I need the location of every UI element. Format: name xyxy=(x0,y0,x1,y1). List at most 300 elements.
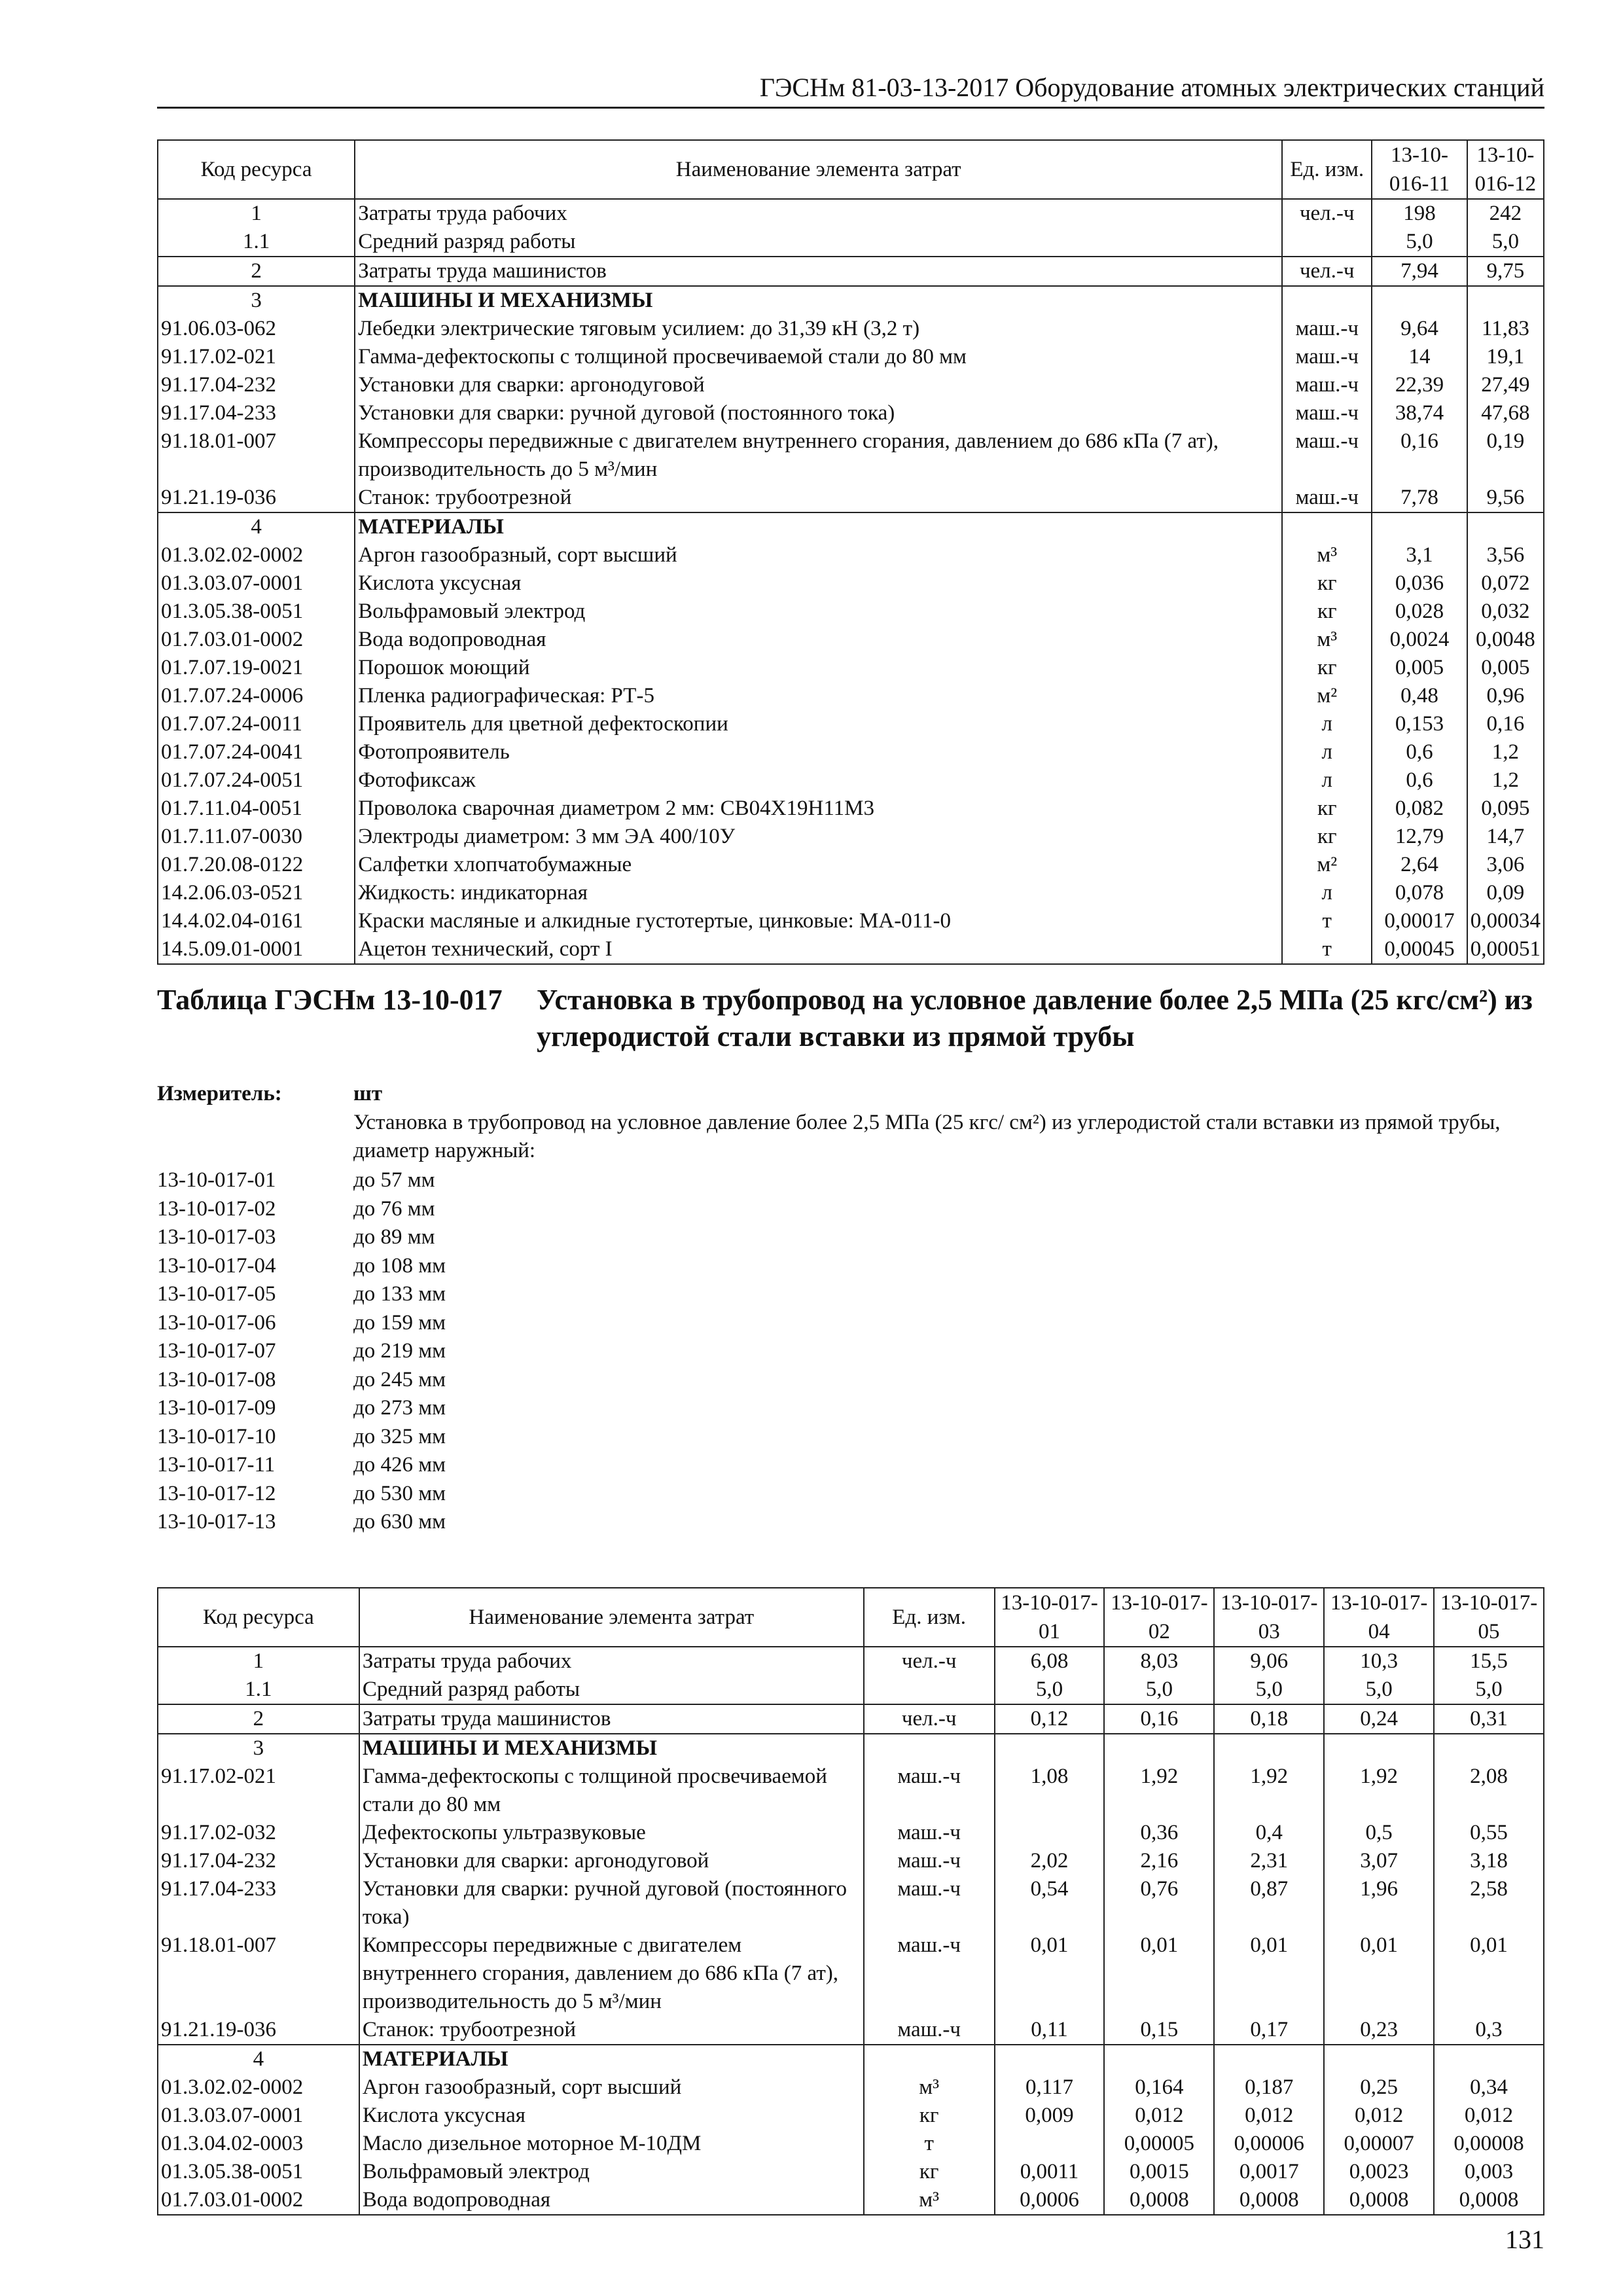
resource-name: Лебедки электрические тяговым усилием: до 31,39 кН (3,2 т) xyxy=(355,315,1282,343)
resource-unit: маш.-ч xyxy=(864,2016,995,2045)
resource-name: Аргон газообразный, сорт высший xyxy=(359,2073,864,2102)
position-item xyxy=(157,1223,1544,1252)
resource-name: Салфетки хлопчатобумажные xyxy=(355,851,1282,879)
resource-value: 1,96 xyxy=(1324,1875,1434,1931)
resource-value: 0,17 xyxy=(1214,2016,1324,2045)
resource-value xyxy=(1372,512,1467,541)
meter-unit: шт xyxy=(353,1082,383,1105)
table-row xyxy=(158,1931,1544,2016)
resource-value: 0,0024 xyxy=(1372,626,1467,654)
resource-name: Кислота уксусная xyxy=(355,569,1282,598)
resource-code: 01.3.02.02-0002 xyxy=(158,2073,359,2102)
header-position-code: 13-10-017-05 xyxy=(1434,1588,1544,1647)
resource-unit: маш.-ч xyxy=(864,1819,995,1847)
header-code: Код ресурса xyxy=(158,1588,359,1647)
resource-code: 01.3.03.07-0001 xyxy=(158,569,355,598)
resource-name: Вода водопроводная xyxy=(359,2186,864,2215)
resource-value: 0,012 xyxy=(1214,2102,1324,2130)
resource-name: Затраты труда рабочих xyxy=(359,1647,864,1676)
table-row xyxy=(158,1819,1544,1847)
resource-code: 01.3.05.38-0051 xyxy=(158,598,355,626)
resource-name: Средний разряд работы xyxy=(359,1676,864,1704)
resource-value: 7,78 xyxy=(1372,484,1467,512)
table-row xyxy=(158,766,1544,795)
resource-code: 91.17.02-032 xyxy=(158,1819,359,1847)
resource-value: 6,08 xyxy=(995,1647,1105,1676)
resource-value xyxy=(1214,1734,1324,1763)
table-row xyxy=(158,228,1544,257)
resource-value: 0,6 xyxy=(1372,766,1467,795)
position-code: 13-10-017-02 xyxy=(157,1196,276,1221)
resource-value: 0,0023 xyxy=(1324,2158,1434,2186)
resource-value: 0,012 xyxy=(1104,2102,1214,2130)
resource-value: 0,87 xyxy=(1214,1875,1324,1931)
section-title: Установка в трубопровод на условное давление более 2,5 МПа (25 кгс/см²) из углеродистой стали вставки из прямой трубы xyxy=(537,984,1533,1052)
resource-value xyxy=(1434,2045,1544,2073)
resource-code: 1 xyxy=(158,1647,359,1676)
resource-code: 2 xyxy=(158,1704,359,1734)
table-row xyxy=(158,2016,1544,2045)
resource-value: 0,24 xyxy=(1324,1704,1434,1734)
resource-unit xyxy=(1282,286,1372,315)
table-row xyxy=(158,1847,1544,1875)
table-row xyxy=(158,257,1544,286)
resource-name: Жидкость: индикаторная xyxy=(355,879,1282,907)
resource-name: МАШИНЫ И МЕХАНИЗМЫ xyxy=(359,1734,864,1763)
table-row xyxy=(158,371,1544,399)
resource-value: 15,5 xyxy=(1434,1647,1544,1676)
position-value: до 245 мм xyxy=(353,1367,446,1391)
resource-code: 01.7.07.24-0011 xyxy=(158,710,355,738)
resource-value: 0,005 xyxy=(1372,654,1467,682)
position-value: до 108 мм xyxy=(353,1253,446,1278)
resource-value: 242 xyxy=(1467,199,1544,228)
resource-unit: т xyxy=(1282,907,1372,935)
resource-name: Вольфрамовый электрод xyxy=(359,2158,864,2186)
resource-value: 8,03 xyxy=(1104,1647,1214,1676)
resource-value: 198 xyxy=(1372,199,1467,228)
resource-name: Проявитель для цветной дефектоскопии xyxy=(355,710,1282,738)
resource-code: 01.7.07.24-0006 xyxy=(158,682,355,710)
resource-value: 0,16 xyxy=(1467,710,1544,738)
position-item xyxy=(157,1195,1544,1224)
resource-value: 0,00006 xyxy=(1214,2130,1324,2158)
resource-name: Масло дизельное моторное М-10ДМ xyxy=(359,2130,864,2158)
resource-value: 2,02 xyxy=(995,1847,1105,1875)
resource-value: 0,31 xyxy=(1434,1704,1544,1734)
resource-value: 0,036 xyxy=(1372,569,1467,598)
resource-value: 5,0 xyxy=(1372,228,1467,257)
resource-unit: маш.-ч xyxy=(864,1875,995,1931)
resource-value xyxy=(1214,2045,1324,2073)
resource-name: Установки для сварки: аргонодуговой xyxy=(359,1847,864,1875)
resource-value: 0,01 xyxy=(1324,1931,1434,2016)
resource-value: 2,31 xyxy=(1214,1847,1324,1875)
table-row xyxy=(158,710,1544,738)
resource-unit: м² xyxy=(1282,682,1372,710)
resource-unit: маш.-ч xyxy=(1282,427,1372,484)
header-row xyxy=(158,140,1544,199)
header-position-code: 13-10-016-12 xyxy=(1467,140,1544,199)
resource-value: 0,117 xyxy=(995,2073,1105,2102)
resource-name: Компрессоры передвижные с двигателем внутреннего сгорания, давлением до 686 кПа (7 ат), производительность до 5 м³/мин xyxy=(355,427,1282,484)
resource-name: Краски масляные и алкидные густотертые, цинковые: МА-011-0 xyxy=(355,907,1282,935)
resource-value: 11,83 xyxy=(1467,315,1544,343)
resource-value: 5,0 xyxy=(1324,1676,1434,1704)
resource-code: 14.2.06.03-0521 xyxy=(158,879,355,907)
resource-unit: м² xyxy=(1282,851,1372,879)
resource-unit: м³ xyxy=(1282,541,1372,569)
table-row xyxy=(158,2045,1544,2073)
table-row xyxy=(158,2073,1544,2102)
resource-code: 91.21.19-036 xyxy=(158,2016,359,2045)
table-row xyxy=(158,738,1544,766)
resource-code: 14.4.02.04-0161 xyxy=(158,907,355,935)
header-name: Наименование элемента затрат xyxy=(355,140,1282,199)
position-item xyxy=(157,1252,1544,1281)
resource-name: Затраты труда машинистов xyxy=(355,257,1282,286)
position-item xyxy=(157,1480,1544,1509)
resource-value xyxy=(1372,286,1467,315)
resource-value: 0,34 xyxy=(1434,2073,1544,2102)
resource-unit xyxy=(864,2045,995,2073)
resource-code: 01.3.05.38-0051 xyxy=(158,2158,359,2186)
position-value: до 219 мм xyxy=(353,1339,446,1363)
position-code: 13-10-017-10 xyxy=(157,1424,276,1448)
resource-value: 27,49 xyxy=(1467,371,1544,399)
table-row xyxy=(158,315,1544,343)
resource-value: 0,00007 xyxy=(1324,2130,1434,2158)
resource-value: 14 xyxy=(1372,343,1467,371)
resource-code: 01.7.03.01-0002 xyxy=(158,2186,359,2215)
position-value: до 76 мм xyxy=(353,1196,435,1221)
resource-value: 0,0008 xyxy=(1434,2186,1544,2215)
resource-value: 2,08 xyxy=(1434,1763,1544,1819)
resource-value: 47,68 xyxy=(1467,399,1544,427)
resource-code: 91.06.03-062 xyxy=(158,315,355,343)
resource-code: 91.17.02-021 xyxy=(158,1763,359,1819)
resource-value: 0,005 xyxy=(1467,654,1544,682)
table-row xyxy=(158,427,1544,484)
table-row xyxy=(158,569,1544,598)
resource-code: 91.21.19-036 xyxy=(158,484,355,512)
resource-value: 0,0011 xyxy=(995,2158,1105,2186)
position-item xyxy=(157,1508,1544,1537)
resource-name: Компрессоры передвижные с двигателем внутреннего сгорания, давлением до 686 кПа (7 ат), производительность до 5 м³/мин xyxy=(359,1931,864,2016)
resource-value: 0,00005 xyxy=(1104,2130,1214,2158)
resource-value: 2,16 xyxy=(1104,1847,1214,1875)
resource-value xyxy=(1467,286,1544,315)
resource-value: 0,01 xyxy=(1104,1931,1214,2016)
position-value: до 159 мм xyxy=(353,1310,446,1335)
resource-value: 12,79 xyxy=(1372,823,1467,851)
resource-value: 5,0 xyxy=(1214,1676,1324,1704)
resource-code: 4 xyxy=(158,2045,359,2073)
resource-name: Дефектоскопы ультразвуковые xyxy=(359,1819,864,1847)
resource-name: Фотопроявитель xyxy=(355,738,1282,766)
header-unit: Ед. изм. xyxy=(1282,140,1372,199)
resource-unit: л xyxy=(1282,710,1372,738)
resource-unit xyxy=(1282,228,1372,257)
header-row xyxy=(158,1588,1544,1647)
resource-unit xyxy=(864,1734,995,1763)
resource-name: МАТЕРИАЛЫ xyxy=(355,512,1282,541)
position-list xyxy=(157,1166,1544,1537)
resource-unit: кг xyxy=(1282,654,1372,682)
table-row xyxy=(158,1647,1544,1676)
resource-code: 1.1 xyxy=(158,228,355,257)
header-position-code: 13-10-017-01 xyxy=(995,1588,1105,1647)
position-item xyxy=(157,1166,1544,1195)
resource-value: 0,153 xyxy=(1372,710,1467,738)
resource-name: Установки для сварки: аргонодуговой xyxy=(355,371,1282,399)
resource-unit: кг xyxy=(1282,569,1372,598)
resource-value: 0,00017 xyxy=(1372,907,1467,935)
header-position-code: 13-10-017-03 xyxy=(1214,1588,1324,1647)
resource-value: 0,00008 xyxy=(1434,2130,1544,2158)
resource-value: 0,012 xyxy=(1434,2102,1544,2130)
table-row xyxy=(158,2130,1544,2158)
table-row xyxy=(158,935,1544,964)
resource-value: 3,07 xyxy=(1324,1847,1434,1875)
resource-value: 0,4 xyxy=(1214,1819,1324,1847)
resource-code: 01.7.07.19-0021 xyxy=(158,654,355,682)
resource-name: Гамма-дефектоскопы с толщиной просвечиваемой стали до 80 мм xyxy=(355,343,1282,371)
resource-value: 0,36 xyxy=(1104,1819,1214,1847)
position-value: до 530 мм xyxy=(353,1481,446,1505)
position-value: до 57 мм xyxy=(353,1168,435,1192)
resource-code: 01.7.07.24-0051 xyxy=(158,766,355,795)
resource-value: 3,1 xyxy=(1372,541,1467,569)
resource-value: 0,0015 xyxy=(1104,2158,1214,2186)
table-row xyxy=(158,1676,1544,1704)
resource-name: Затраты труда машинистов xyxy=(359,1704,864,1734)
resource-value: 0,01 xyxy=(1434,1931,1544,2016)
resource-unit: м³ xyxy=(1282,626,1372,654)
resource-value: 0,0008 xyxy=(1104,2186,1214,2215)
header-position-code: 13-10-017-04 xyxy=(1324,1588,1434,1647)
resource-value: 0,23 xyxy=(1324,2016,1434,2045)
resource-unit xyxy=(864,1676,995,1704)
resource-code: 91.17.04-232 xyxy=(158,371,355,399)
resource-unit: чел.-ч xyxy=(864,1647,995,1676)
table-row xyxy=(158,1704,1544,1734)
resource-value: 0,028 xyxy=(1372,598,1467,626)
resource-name: Фотофиксаж xyxy=(355,766,1282,795)
meter-description: Установка в трубопровод на условное давление более 2,5 МПа (25 кгс/ см²) из углеродистой стали вставки из прямой трубы, диаметр наружный: xyxy=(353,1111,1501,1162)
resource-value: 0,16 xyxy=(1372,427,1467,484)
table-row xyxy=(158,399,1544,427)
resource-value: 0,072 xyxy=(1467,569,1544,598)
resource-name: Проволока сварочная диаметром 2 мм: СВ04Х19Н11М3 xyxy=(355,795,1282,823)
resource-value: 0,003 xyxy=(1434,2158,1544,2186)
position-item xyxy=(157,1423,1544,1452)
resource-code: 01.3.03.07-0001 xyxy=(158,2102,359,2130)
position-value: до 89 мм xyxy=(353,1225,435,1249)
resource-value: 5,0 xyxy=(1467,228,1544,257)
resource-unit: т xyxy=(864,2130,995,2158)
position-code: 13-10-017-07 xyxy=(157,1339,276,1363)
running-header xyxy=(157,72,1544,109)
running-header-title: ГЭСНм 81-03-13-2017 Оборудование атомных электрических станций xyxy=(759,73,1544,102)
resource-code: 01.7.07.24-0041 xyxy=(158,738,355,766)
position-code: 13-10-017-04 xyxy=(157,1253,276,1278)
resource-value: 0,18 xyxy=(1214,1704,1324,1734)
table-row xyxy=(158,823,1544,851)
resource-value: 0,012 xyxy=(1324,2102,1434,2130)
resource-value xyxy=(1104,2045,1214,2073)
resource-unit: маш.-ч xyxy=(864,1763,995,1819)
resource-value: 9,06 xyxy=(1214,1647,1324,1676)
resource-name: Гамма-дефектоскопы с толщиной просвечиваемой стали до 80 мм xyxy=(359,1763,864,1819)
resource-value: 0,5 xyxy=(1324,1819,1434,1847)
resource-value: 0,19 xyxy=(1467,427,1544,484)
resource-value xyxy=(1324,1734,1434,1763)
resource-unit: л xyxy=(1282,766,1372,795)
resource-value: 0,187 xyxy=(1214,2073,1324,2102)
resource-name: Вольфрамовый электрод xyxy=(355,598,1282,626)
resource-value: 1,2 xyxy=(1467,766,1544,795)
resource-code: 1.1 xyxy=(158,1676,359,1704)
table-row xyxy=(158,2102,1544,2130)
resource-name: Вода водопроводная xyxy=(355,626,1282,654)
resource-value: 2,58 xyxy=(1434,1875,1544,1931)
resource-code: 01.7.20.08-0122 xyxy=(158,851,355,879)
resource-value: 22,39 xyxy=(1372,371,1467,399)
resource-unit: л xyxy=(1282,738,1372,766)
position-item xyxy=(157,1366,1544,1395)
resource-name: Порошок моющий xyxy=(355,654,1282,682)
resource-unit: м³ xyxy=(864,2073,995,2102)
resource-code: 4 xyxy=(158,512,355,541)
position-code: 13-10-017-06 xyxy=(157,1310,276,1335)
resource-unit: маш.-ч xyxy=(1282,484,1372,512)
resource-value: 0,01 xyxy=(1214,1931,1324,2016)
resource-value: 0,078 xyxy=(1372,879,1467,907)
position-code: 13-10-017-01 xyxy=(157,1168,276,1192)
resource-value: 10,3 xyxy=(1324,1647,1434,1676)
resource-value: 2,64 xyxy=(1372,851,1467,879)
resource-value: 3,18 xyxy=(1434,1847,1544,1875)
resource-value: 14,7 xyxy=(1467,823,1544,851)
resource-value: 0,0008 xyxy=(1324,2186,1434,2215)
resource-value: 0,032 xyxy=(1467,598,1544,626)
resource-value xyxy=(995,2045,1105,2073)
position-item xyxy=(157,1309,1544,1338)
table-row xyxy=(158,907,1544,935)
resource-unit: кг xyxy=(1282,795,1372,823)
resource-code: 1 xyxy=(158,199,355,228)
table-row xyxy=(158,2186,1544,2215)
resource-value: 0,54 xyxy=(995,1875,1105,1931)
resource-unit: кг xyxy=(864,2158,995,2186)
table-row xyxy=(158,199,1544,228)
position-code: 13-10-017-13 xyxy=(157,1510,276,1534)
position-code: 13-10-017-03 xyxy=(157,1225,276,1249)
resource-value: 0,0017 xyxy=(1214,2158,1324,2186)
resource-value: 9,64 xyxy=(1372,315,1467,343)
resource-value: 1,92 xyxy=(1324,1763,1434,1819)
resource-value xyxy=(1324,2045,1434,2073)
table-row xyxy=(158,682,1544,710)
resource-unit: маш.-ч xyxy=(864,1847,995,1875)
resource-value xyxy=(1104,1734,1214,1763)
resource-value: 0,0008 xyxy=(1214,2186,1324,2215)
resource-value: 0,3 xyxy=(1434,2016,1544,2045)
resource-name: Электроды диаметром: 3 мм ЭА 400/10У xyxy=(355,823,1282,851)
table-row xyxy=(158,286,1544,315)
resource-value xyxy=(995,1819,1105,1847)
position-value: до 630 мм xyxy=(353,1510,446,1534)
table-row xyxy=(158,2158,1544,2186)
position-value: до 133 мм xyxy=(353,1282,446,1306)
resource-value: 7,94 xyxy=(1372,257,1467,286)
resource-code: 91.17.04-233 xyxy=(158,399,355,427)
resource-value: 3,06 xyxy=(1467,851,1544,879)
resource-name: Кислота уксусная xyxy=(359,2102,864,2130)
resource-value: 38,74 xyxy=(1372,399,1467,427)
resource-value: 0,11 xyxy=(995,2016,1105,2045)
page-number: 131 xyxy=(1505,2225,1544,2254)
resource-value: 0,96 xyxy=(1467,682,1544,710)
header-position-code: 13-10-016-11 xyxy=(1372,140,1467,199)
position-code: 13-10-017-05 xyxy=(157,1282,276,1306)
resource-value: 5,0 xyxy=(1104,1676,1214,1704)
resource-value: 0,6 xyxy=(1372,738,1467,766)
resource-value xyxy=(1467,512,1544,541)
resource-code: 91.17.04-233 xyxy=(158,1875,359,1931)
resource-unit: маш.-ч xyxy=(864,1931,995,2016)
resource-value: 0,76 xyxy=(1104,1875,1214,1931)
table-row xyxy=(158,541,1544,569)
resource-value: 0,00051 xyxy=(1467,935,1544,964)
resource-name: Средний разряд работы xyxy=(355,228,1282,257)
resource-value: 0,01 xyxy=(995,1931,1105,2016)
resource-code: 2 xyxy=(158,257,355,286)
resource-code: 91.17.04-232 xyxy=(158,1847,359,1875)
header-unit: Ед. изм. xyxy=(864,1588,995,1647)
resource-value: 0,009 xyxy=(995,2102,1105,2130)
resource-name: Станок: трубоотрезной xyxy=(355,484,1282,512)
table-row xyxy=(158,879,1544,907)
resource-value: 5,0 xyxy=(1434,1676,1544,1704)
resource-name: МАТЕРИАЛЫ xyxy=(359,2045,864,2073)
resource-value: 1,92 xyxy=(1214,1763,1324,1819)
table-row xyxy=(158,1763,1544,1819)
table-row xyxy=(158,654,1544,682)
resource-code: 01.7.11.07-0030 xyxy=(158,823,355,851)
resource-value: 0,00045 xyxy=(1372,935,1467,964)
resource-unit: чел.-ч xyxy=(864,1704,995,1734)
resource-name: Пленка радиографическая: РТ-5 xyxy=(355,682,1282,710)
resource-value: 3,56 xyxy=(1467,541,1544,569)
resource-unit: маш.-ч xyxy=(1282,343,1372,371)
resource-unit: маш.-ч xyxy=(1282,315,1372,343)
resource-value xyxy=(1434,1734,1544,1763)
resource-unit: кг xyxy=(1282,823,1372,851)
resource-value: 1,2 xyxy=(1467,738,1544,766)
resource-name: Аргон газообразный, сорт высший xyxy=(355,541,1282,569)
table-row xyxy=(158,598,1544,626)
header-position-code: 13-10-017-02 xyxy=(1104,1588,1214,1647)
resource-unit: м³ xyxy=(864,2186,995,2215)
resource-code: 14.5.09.01-0001 xyxy=(158,935,355,964)
resource-unit: чел.-ч xyxy=(1282,257,1372,286)
section-code: Таблица ГЭСНм 13-10-017 xyxy=(157,984,503,1016)
resource-value: 0,25 xyxy=(1324,2073,1434,2102)
resource-unit: кг xyxy=(1282,598,1372,626)
resource-code: 01.3.04.02-0003 xyxy=(158,2130,359,2158)
